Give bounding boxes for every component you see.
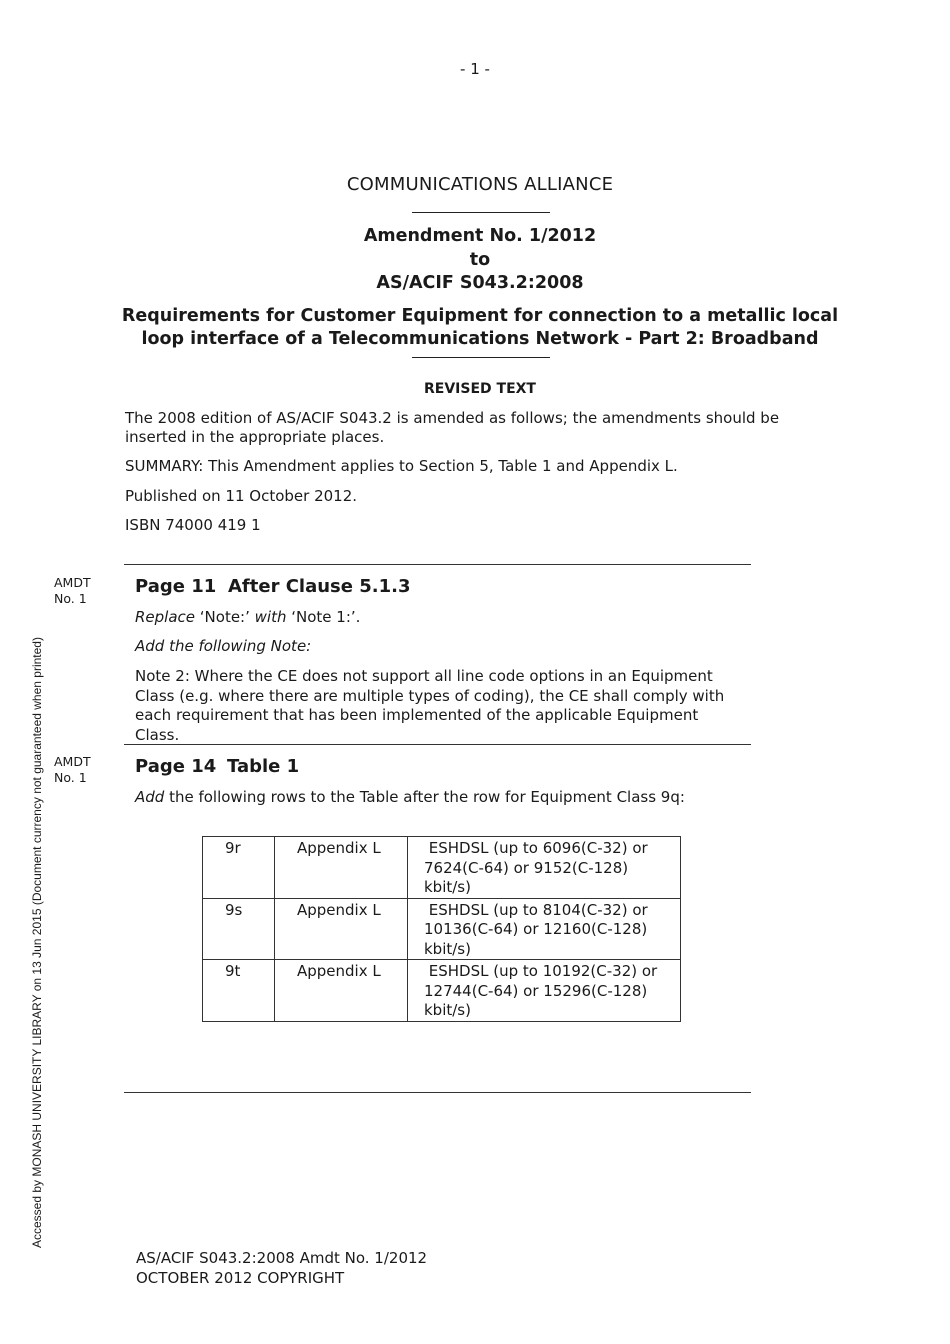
footer-copyright: OCTOBER 2012 COPYRIGHT bbox=[136, 1269, 345, 1287]
add-rest: the following rows to the Table after the row for Equipment Class 9q: bbox=[164, 788, 685, 806]
description-cell bbox=[408, 960, 681, 1022]
reference-cell: Appendix L bbox=[275, 837, 408, 899]
standard-title bbox=[0, 305, 950, 351]
description-line: kbit/s) bbox=[424, 1001, 471, 1019]
intro-amended-line2: inserted in the appropriate places. bbox=[125, 428, 385, 446]
section2-table: Table 1 bbox=[227, 756, 300, 777]
description-line: kbit/s) bbox=[424, 878, 471, 896]
description-line: ESHDSL (up to 6096(C-32) or bbox=[424, 839, 648, 857]
revised-text-heading: REVISED TEXT bbox=[424, 381, 536, 397]
intro-amended bbox=[125, 409, 805, 447]
intro-amended-line1: The 2008 edition of AS/ACIF S043.2 is amended as follows; the amendments should be bbox=[125, 409, 780, 427]
add-word: Add bbox=[135, 788, 165, 806]
title-divider-top bbox=[412, 212, 550, 213]
note-line4: Class. bbox=[135, 725, 180, 744]
class-cell: 9t bbox=[203, 960, 275, 1022]
section1-page: Page 11 bbox=[135, 576, 217, 597]
standard-title-line2: loop interface of a Telecommunications Network - Part 2: Broadband bbox=[141, 329, 819, 349]
amdt-marker-label: AMDT bbox=[54, 754, 91, 769]
table-row bbox=[203, 837, 681, 899]
description-line: 12744(C-64) or 15296(C-128) bbox=[424, 981, 648, 1000]
section1-clause: After Clause 5.1.3 bbox=[228, 576, 411, 597]
replace-word: Replace bbox=[135, 608, 196, 626]
organization-name: COMMUNICATIONS ALLIANCE bbox=[346, 174, 614, 195]
section1-heading bbox=[135, 576, 411, 597]
section1-replace bbox=[135, 608, 745, 628]
title-divider-bottom bbox=[412, 357, 550, 358]
intro-published: Published on 11 October 2012. bbox=[125, 487, 358, 505]
section2-heading bbox=[135, 756, 299, 777]
amdt-marker-2 bbox=[54, 754, 91, 786]
amdt-marker-number: No. 1 bbox=[54, 770, 87, 785]
description-line: 7624(C-64) or 9152(C-128) bbox=[424, 858, 629, 877]
amendment-number: Amendment No. 1/2012 bbox=[363, 226, 597, 246]
reference-cell: Appendix L bbox=[275, 898, 408, 960]
footer-standard: AS/ACIF S043.2:2008 Amdt No. 1/2012 bbox=[136, 1249, 428, 1267]
intro-summary: SUMMARY: This Amendment applies to Section 5, Table 1 and Appendix L. bbox=[125, 457, 678, 475]
replace-old: ‘Note:’ bbox=[195, 608, 255, 626]
reference-cell: Appendix L bbox=[275, 960, 408, 1022]
description-cell bbox=[408, 898, 681, 960]
page-number: - 1 - bbox=[460, 60, 490, 78]
amdt-marker-1 bbox=[54, 575, 91, 607]
standard-title-line1: Requirements for Customer Equipment for connection to a metallic local bbox=[121, 306, 839, 326]
description-cell bbox=[408, 837, 681, 899]
access-notice: Accessed by MONASH UNIVERSITY LIBRARY on 13 Jun 2015 (Document currency not guaranteed when printed) bbox=[30, 637, 44, 1248]
section1-add-note: Add the following Note: bbox=[135, 637, 312, 655]
amendment-title bbox=[0, 225, 950, 296]
section2-add bbox=[135, 788, 775, 808]
table-row bbox=[203, 960, 681, 1022]
note-line3: each requirement that has been implemented of the applicable Equipment bbox=[135, 706, 699, 724]
amendment-to: to bbox=[469, 249, 491, 270]
section1-note bbox=[135, 667, 745, 745]
amdt-marker-label: AMDT bbox=[54, 575, 91, 590]
section-divider-3 bbox=[124, 1092, 751, 1093]
section-divider-1 bbox=[124, 564, 751, 565]
page-footer bbox=[136, 1248, 427, 1288]
table-row bbox=[203, 898, 681, 960]
class-cell: 9s bbox=[203, 898, 275, 960]
description-line: ESHDSL (up to 10192(C-32) or bbox=[424, 962, 658, 980]
description-line: ESHDSL (up to 8104(C-32) or bbox=[424, 900, 648, 919]
description-line: 10136(C-64) or 12160(C-128) bbox=[424, 920, 648, 938]
section-divider-2 bbox=[124, 744, 751, 745]
description-line: kbit/s) bbox=[424, 939, 471, 958]
note-line2: Class (e.g. where there are multiple types of coding), the CE shall comply with bbox=[135, 686, 725, 705]
with-word: with bbox=[254, 608, 287, 626]
amdt-marker-number: No. 1 bbox=[54, 591, 87, 606]
note-line1: Note 2: Where the CE does not support all line code options in an Equipment bbox=[135, 667, 713, 685]
intro-isbn: ISBN 74000 419 1 bbox=[125, 516, 261, 534]
standard-number: AS/ACIF S043.2:2008 bbox=[376, 273, 584, 293]
replace-new: ‘Note 1:’. bbox=[286, 608, 361, 626]
equipment-class-table bbox=[202, 836, 681, 1022]
class-cell: 9r bbox=[203, 837, 275, 899]
section2-page: Page 14 bbox=[135, 756, 217, 777]
